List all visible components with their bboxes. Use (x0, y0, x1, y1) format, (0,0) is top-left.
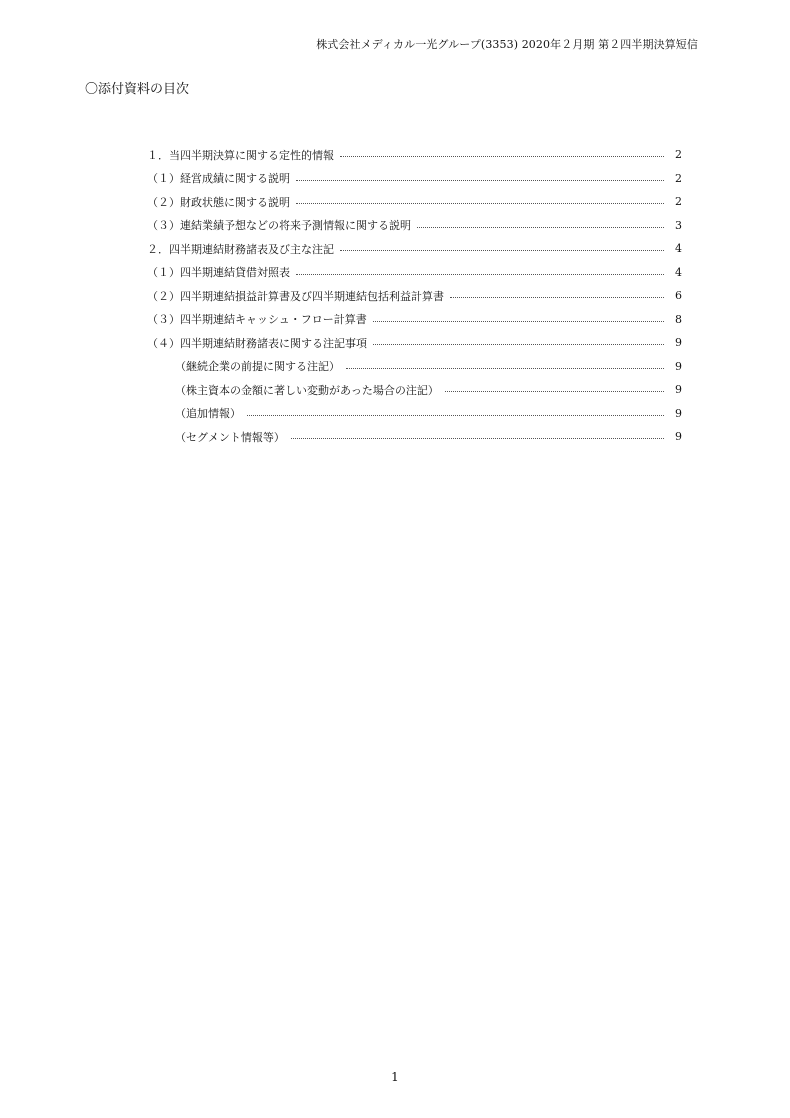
leader-dots (291, 438, 664, 439)
document-header: 株式会社メディカル一光グループ(3353) 2020年２月期 第２四半期決算短信 (316, 38, 698, 51)
page-number: 1 (391, 1070, 399, 1084)
toc-subentry[interactable] (147, 378, 682, 402)
leader-dots (296, 274, 664, 275)
toc-heading: 〇添付資料の目次 (85, 82, 190, 97)
toc-entry-page: 6 (675, 289, 682, 303)
leader-dots (340, 250, 664, 251)
table-of-contents (147, 143, 682, 449)
toc-entry-page: 2 (675, 148, 682, 162)
leader-dots (296, 203, 664, 204)
toc-subentry[interactable] (147, 425, 682, 449)
leader-dots (247, 415, 664, 416)
toc-entry-title: （３）連結業績予想などの将来予測情報に関する説明 (147, 219, 411, 233)
toc-entry-title: （株主資本の金額に著しい変動があった場合の注記） (175, 383, 439, 397)
toc-entry-title: （３）四半期連結キャッシュ・フロー計算書 (147, 313, 367, 327)
toc-entry-page: 8 (675, 312, 682, 326)
toc-entry[interactable] (147, 190, 682, 214)
toc-subentry[interactable] (147, 402, 682, 426)
toc-entry[interactable] (147, 331, 682, 355)
leader-dots (373, 321, 664, 322)
leader-dots (346, 368, 664, 369)
toc-subentry[interactable] (147, 355, 682, 379)
toc-entry-title: （１）経営成績に関する説明 (147, 172, 290, 186)
toc-entry-title: （１）四半期連結貸借対照表 (147, 266, 290, 280)
toc-entry-title: （２）四半期連結損益計算書及び四半期連結包括利益計算書 (147, 289, 444, 303)
toc-entry[interactable] (147, 261, 682, 285)
toc-entry-title: （継続企業の前提に関する注記） (175, 360, 340, 374)
toc-entry-page: 9 (675, 359, 682, 373)
toc-entry-title: （２）財政状態に関する説明 (147, 195, 290, 209)
toc-entry-page: 9 (675, 383, 682, 397)
leader-dots (373, 344, 664, 345)
toc-entry-title: １．当四半期決算に関する定性的情報 (147, 148, 334, 162)
toc-entry-page: 4 (675, 242, 682, 256)
toc-entry[interactable] (147, 237, 682, 261)
toc-entry-page: 4 (675, 265, 682, 279)
toc-entry-page: 2 (675, 195, 682, 209)
toc-entry-title: （セグメント情報等） (175, 430, 285, 444)
toc-entry-page: 9 (675, 406, 682, 420)
leader-dots (450, 297, 664, 298)
toc-entry-page: 9 (675, 336, 682, 350)
toc-entry-page: 3 (675, 218, 682, 232)
leader-dots (417, 227, 664, 228)
toc-entry[interactable] (147, 214, 682, 238)
toc-entry-title: ２．四半期連結財務諸表及び主な注記 (147, 242, 334, 256)
toc-entry-title: （追加情報） (175, 407, 241, 421)
toc-entry[interactable] (147, 284, 682, 308)
leader-dots (445, 391, 664, 392)
toc-entry-page: 2 (675, 171, 682, 185)
toc-entry-page: 9 (675, 430, 682, 444)
leader-dots (340, 156, 664, 157)
toc-entry[interactable] (147, 308, 682, 332)
toc-entry-title: （４）四半期連結財務諸表に関する注記事項 (147, 336, 367, 350)
leader-dots (296, 180, 664, 181)
toc-entry[interactable] (147, 143, 682, 167)
toc-entry[interactable] (147, 167, 682, 191)
